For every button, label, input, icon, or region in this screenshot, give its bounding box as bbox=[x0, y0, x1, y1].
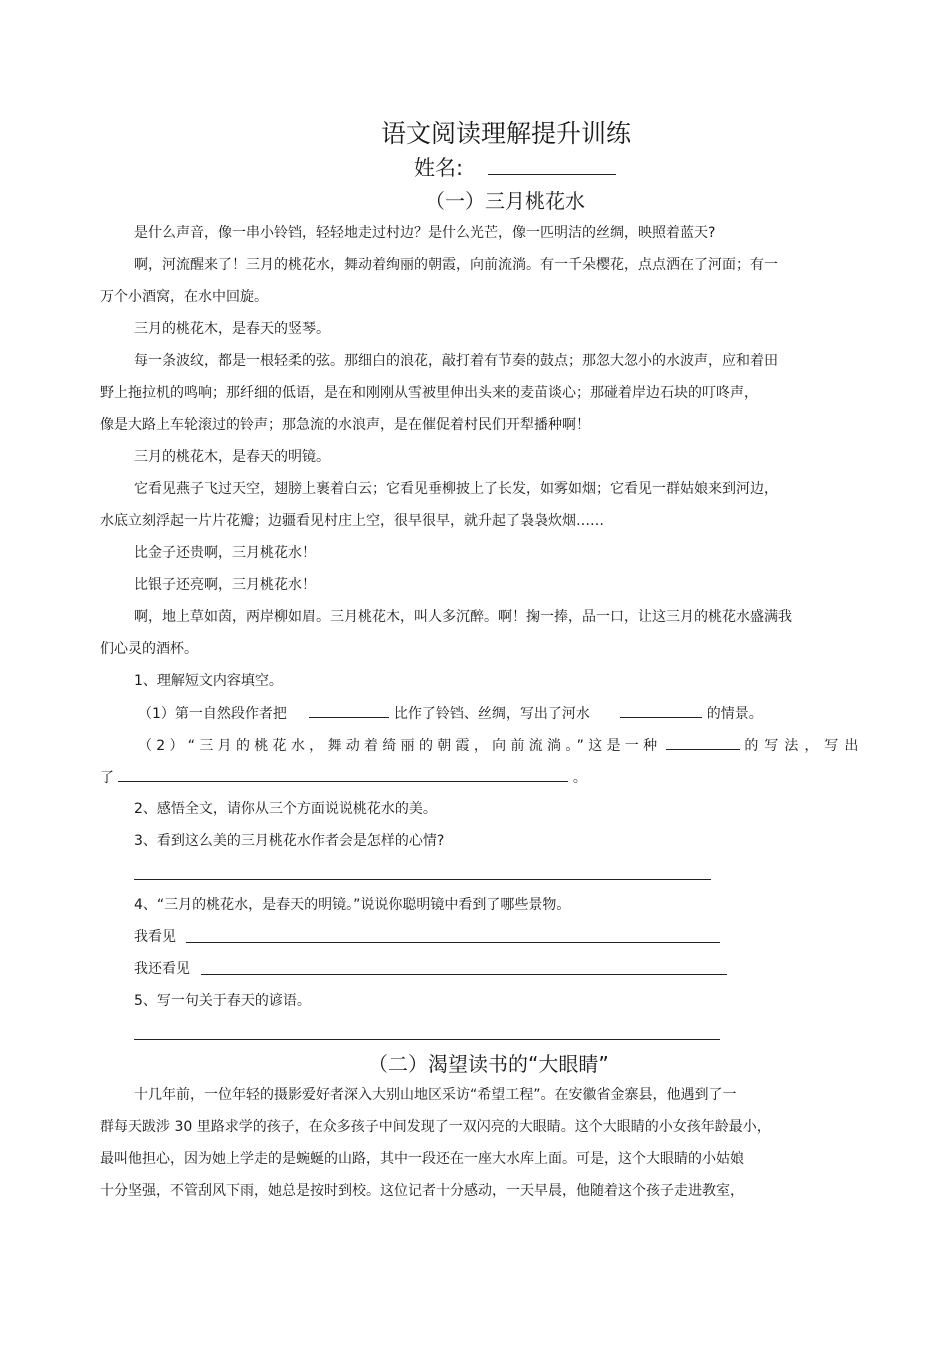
question-text: 。 bbox=[572, 770, 587, 786]
paragraph: 像是大路上车轮滚过的铃声；那急流的水浪声，是在催促着村民们开犁播种啊！ bbox=[100, 417, 590, 433]
question-4: 4、“三月的桃花水，是春天的明镜。”说说你聪明镜中看到了哪些景物。 bbox=[134, 897, 571, 913]
answer-label: 我还看见 bbox=[134, 961, 190, 977]
paragraph: 万个小酒窝，在水中回旋。 bbox=[100, 289, 268, 305]
question-5: 5、写一句关于春天的谚语。 bbox=[134, 993, 311, 1009]
section-2-heading: （二）渴望读书的“大眼睛” bbox=[368, 1052, 609, 1076]
question-text: （1）第一自然段作者把 bbox=[138, 706, 287, 722]
paragraph: 三月的桃花木，是春天的明镜。 bbox=[134, 449, 330, 465]
paragraph: 啊，地上草如茵，两岸柳如眉。三月桃花木，叫人多沉醉。啊！掬一捧，品一口，让这三月的桃花水盛满我 bbox=[134, 609, 792, 625]
paragraph: 它看见燕子飞过天空，翅膀上裹着白云；它看见垂柳披上了长发，如雾如烟；它看见一群姑娘来到河边， bbox=[134, 481, 778, 497]
question-1-1 bbox=[138, 703, 763, 724]
paragraph: 十几年前，一位年轻的摄影爱好者深入大别山地区采访“希望工程”。在安徽省金寨县，他遇到了一 bbox=[134, 1087, 737, 1103]
answer-line[interactable] bbox=[134, 1039, 720, 1040]
question-text: 比作了铃铛、丝绸，写出了河水 bbox=[393, 706, 590, 722]
answer-blank[interactable] bbox=[118, 767, 568, 782]
page-title: 语文阅读理解提升训练 bbox=[380, 119, 631, 148]
name-label: 姓名: bbox=[414, 156, 464, 180]
paragraph: 比金子还贵啊，三月桃花水！ bbox=[134, 545, 316, 561]
paragraph: 群每天跋涉 30 里路求学的孩子，在众多孩子中间发现了一双闪亮的大眼睛。这个大眼睛的小女孩年龄最小， bbox=[100, 1119, 771, 1135]
question-text: 的写法，写出 bbox=[744, 738, 865, 754]
paragraph: 三月的桃花木，是春天的竖琴。 bbox=[134, 321, 330, 337]
question-3: 3、看到这么美的三月桃花水作者会是怎样的心情? bbox=[134, 833, 445, 849]
paragraph: 水底立刻浮起一片片花瓣；边疆看见村庄上空，很早很早，就升起了袅袅炊烟…… bbox=[100, 513, 604, 529]
paragraph: 啊，河流醒来了！三月的桃花水，舞动着绚丽的朝霞，向前流淌。有一千朵樱花，点点洒在了河面；有一 bbox=[134, 257, 778, 273]
section-1-heading: （一）三月桃花水 bbox=[425, 189, 585, 213]
question-text: （2）“三月的桃花水，舞动着绮丽的朝霞，向前流淌。”这是一种 bbox=[138, 738, 662, 754]
answer-line[interactable] bbox=[134, 879, 711, 880]
name-line bbox=[414, 152, 616, 182]
question-1: 1、理解短文内容填空。 bbox=[134, 673, 283, 689]
paragraph: 最叫他担心，因为她上学走的是蜿蜒的山路，其中一段还在一座大水库上面。可是，这个大眼睛的小姑娘 bbox=[100, 1151, 744, 1167]
answer-label: 我看见 bbox=[134, 929, 176, 945]
question-text: 了 bbox=[100, 770, 114, 786]
question-1-2 bbox=[138, 735, 864, 756]
answer-blank[interactable] bbox=[620, 703, 702, 718]
paragraph: 每一条波纹，都是一根轻柔的弦。那细白的浪花，敲打着有节奏的鼓点；那忽大忽小的水波声，应和着田 bbox=[134, 353, 778, 369]
question-2: 2、感悟全文，请你从三个方面说说桃花水的美。 bbox=[134, 801, 437, 817]
answer-row bbox=[134, 959, 190, 979]
answer-line[interactable] bbox=[186, 942, 720, 943]
paragraph: 十分坚强，不管刮风下雨，她总是按时到校。这位记者十分感动，一天早晨，他随着这个孩子走进教室， bbox=[100, 1183, 744, 1199]
paragraph: 们心灵的酒杯。 bbox=[100, 641, 198, 657]
name-field[interactable] bbox=[488, 156, 616, 175]
answer-blank[interactable] bbox=[309, 703, 389, 718]
paragraph: 野上拖拉机的鸣响；那纤细的低语，是在和刚刚从雪被里伸出头来的麦苗谈心；那碰着岸边石块的叮咚声， bbox=[100, 385, 758, 401]
answer-blank[interactable] bbox=[666, 735, 740, 750]
question-1-2-cont bbox=[100, 767, 587, 788]
paragraph: 比银子还亮啊，三月桃花水！ bbox=[134, 577, 316, 593]
answer-row bbox=[134, 927, 176, 947]
paragraph: 是什么声音，像一串小铃铛，轻轻地走过村边？是什么光芒，像一匹明洁的丝绸，映照着蓝天? bbox=[134, 225, 716, 241]
question-text: 的情景。 bbox=[706, 706, 763, 722]
answer-line[interactable] bbox=[201, 974, 727, 975]
